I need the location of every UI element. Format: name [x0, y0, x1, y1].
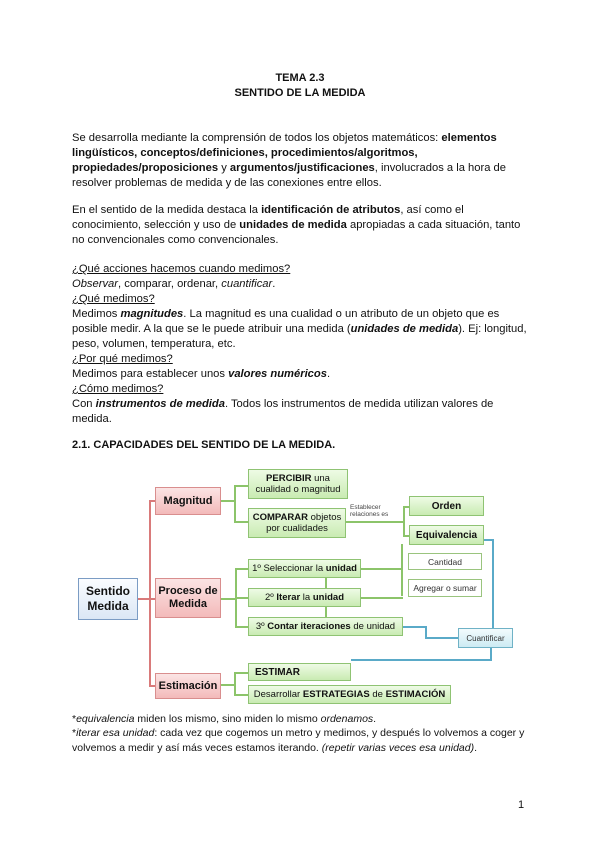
footnote-1	[72, 712, 532, 727]
a3-text: Medimos para establecer unos	[72, 368, 229, 380]
a4-text-2: . Todos los instrumentos de medida utilizan valores de medida.	[72, 398, 494, 425]
paso2-text-2: la	[300, 592, 313, 603]
p1-bold-2: argumentos/justificaciones	[229, 162, 375, 174]
a2-bold-italic-2: unidades de medida	[350, 323, 459, 335]
comparar-text: objetos por cualidades	[266, 512, 342, 534]
doc-subtitle: SENTIDO DE LA MEDIDA	[234, 87, 366, 99]
n1-text: miden los mismo, sino miden lo mismo	[134, 713, 321, 725]
n1-star: *	[72, 713, 77, 725]
p1-text-2: y	[218, 162, 230, 174]
a2-text-2: . La magnitud es una cualidad o un atributo de un objeto que es posible medir. A la que se le puede atribuir una medida (	[72, 308, 500, 335]
node-proceso-medida: Proceso de Medida	[155, 578, 221, 618]
node-equivalencia: Equivalencia	[409, 525, 484, 545]
a1-text-2: .	[272, 278, 276, 290]
desarrollar-text: Desarrollar	[253, 689, 303, 700]
node-comparar	[248, 508, 346, 538]
a2-text-3: ). Ej: longitud, peso, volumen, temperatura, etc.	[72, 323, 527, 350]
n1-italic: equivalencia	[76, 713, 135, 725]
section-heading: 2.1. CAPACIDADES DEL SENTIDO DE LA MEDIDA.	[72, 439, 336, 451]
connector-trunk	[149, 500, 151, 686]
doc-title: TEMA 2.3	[275, 72, 325, 84]
paso3-bold: Contar iteraciones	[267, 621, 351, 632]
desarrollar-bold-2: ESTIMACIÓN	[385, 689, 446, 700]
n2-text: : cada vez que cogemos un metro y medimos, y después lo volvemos a coger y volvemos a medir y así más veces estamos iterando.	[72, 727, 525, 754]
node-estimacion: Estimación	[155, 673, 221, 699]
paso1-text: 1º Seleccionar la	[252, 563, 326, 574]
intro-paragraph-1	[72, 131, 532, 191]
n2-italic-2: (repetir varias veces esa unidad)	[321, 742, 475, 754]
a1-text: , comparar, ordenar,	[118, 278, 222, 290]
p2-text-3: apropiadas a cada situación, tanto no convencionales como convencionales.	[72, 219, 521, 246]
paso2-bold: Iterar	[276, 592, 301, 603]
connector-g12	[235, 597, 248, 599]
comparar-bold: COMPARAR	[252, 512, 308, 523]
desarrollar-text-2: de	[369, 689, 386, 700]
connector-g9	[221, 598, 236, 600]
connector-b3	[425, 637, 458, 639]
p1-text-3: , involucrados a la hora de resolver problemas de medida y de las conexiones entre ellos.	[72, 162, 506, 189]
n2-star: *	[72, 727, 77, 739]
paso2-bold-2: unidad	[312, 592, 344, 603]
connector-g13	[235, 626, 248, 628]
a3-bold-italic: valores numéricos	[228, 368, 327, 380]
a2-bold-italic: magnitudes	[120, 308, 184, 320]
node-paso-1	[248, 559, 361, 578]
connector-g1	[220, 500, 235, 502]
connector-g11	[235, 568, 248, 570]
a1-italic: Observar	[72, 278, 119, 290]
a4-bold-italic: instrumentos de medida	[95, 398, 225, 410]
node-paso-3	[248, 617, 403, 636]
a3-text-2: .	[326, 368, 331, 380]
a2-text: Medimos	[72, 308, 121, 320]
connector-b5	[483, 539, 494, 541]
connector-g15	[325, 607, 327, 617]
node-orden: Orden	[409, 496, 484, 516]
node-estimar: ESTIMAR	[248, 663, 351, 681]
paso3-text: 3º	[255, 621, 268, 632]
node-cantidad: Cantidad	[408, 553, 482, 570]
p1-text: Se desarrolla mediante la comprensión de todos los objetos matemáticos:	[72, 132, 442, 144]
question-4: ¿Cómo medimos?	[72, 383, 164, 395]
label-establecer-relaciones: Establecer relaciones es	[350, 504, 389, 518]
p2-text-2: , así como el conocimiento, selección y uso de	[72, 204, 464, 231]
connector-g21	[361, 568, 403, 570]
p1-bold: elementos lingüísticos, conceptos/definiciones, procedimientos/algoritmos, propiedades/proposiciones	[72, 132, 497, 174]
connector-g3	[234, 485, 248, 487]
a4-text: Con	[72, 398, 96, 410]
answer-4	[72, 397, 532, 427]
node-desarrollar-estrategias	[248, 685, 451, 704]
n1-italic-2: ordenamos	[320, 713, 374, 725]
p2-bold-2: unidades de medida	[239, 219, 347, 231]
connector-g22	[361, 597, 403, 599]
n2-text-2: .	[474, 742, 478, 754]
connector-g17	[234, 672, 236, 695]
connector-g18	[234, 672, 248, 674]
page-number: 1	[518, 799, 525, 811]
connector-b6	[351, 659, 491, 661]
desarrollar-bold: ESTRATEGIAS	[302, 689, 370, 700]
connector-g20	[401, 544, 403, 596]
node-percibir	[248, 469, 348, 499]
connector-b1	[402, 626, 426, 628]
node-paso-2	[248, 588, 361, 607]
answer-3	[72, 367, 532, 382]
connector-g14	[325, 578, 327, 588]
connector-g5	[346, 521, 404, 523]
answer-2	[72, 307, 532, 352]
node-magnitud: Magnitud	[155, 487, 221, 515]
connector-g6	[403, 506, 405, 536]
node-cuantificar: Cuantificar	[458, 628, 513, 648]
p2-bold: identificación de atributos	[261, 204, 401, 216]
connector-b4	[492, 539, 494, 628]
connector-g4	[234, 521, 248, 523]
connector-g16	[220, 684, 235, 686]
intro-paragraph-2	[72, 203, 532, 248]
answer-1	[72, 277, 532, 292]
connector-g2	[234, 485, 236, 522]
question-3: ¿Por qué medimos?	[72, 353, 173, 365]
n1-text-2: .	[373, 713, 377, 725]
question-1: ¿Qué acciones hacemos cuando medimos?	[72, 263, 291, 275]
node-agregar-sumar: Agregar o sumar	[408, 579, 482, 597]
percibir-text: una cualidad o magnitud	[255, 473, 341, 495]
paso2-text: 2º	[265, 592, 277, 603]
question-2: ¿Qué medimos?	[72, 293, 155, 305]
paso1-bold: unidad	[325, 563, 357, 574]
n2-italic: iterar esa unidad	[76, 727, 155, 739]
connector-g19	[234, 694, 248, 696]
node-sentido-medida: Sentido Medida	[78, 578, 138, 620]
p2-text: En el sentido de la medida destaca la	[72, 204, 262, 216]
qa-block	[72, 262, 532, 427]
footnote-2	[72, 726, 532, 756]
a1-italic-2: cuantificar	[221, 278, 273, 290]
paso3-text-2: de unidad	[350, 621, 396, 632]
connector-b7	[490, 648, 492, 661]
percibir-bold: PERCIBIR	[266, 473, 312, 484]
